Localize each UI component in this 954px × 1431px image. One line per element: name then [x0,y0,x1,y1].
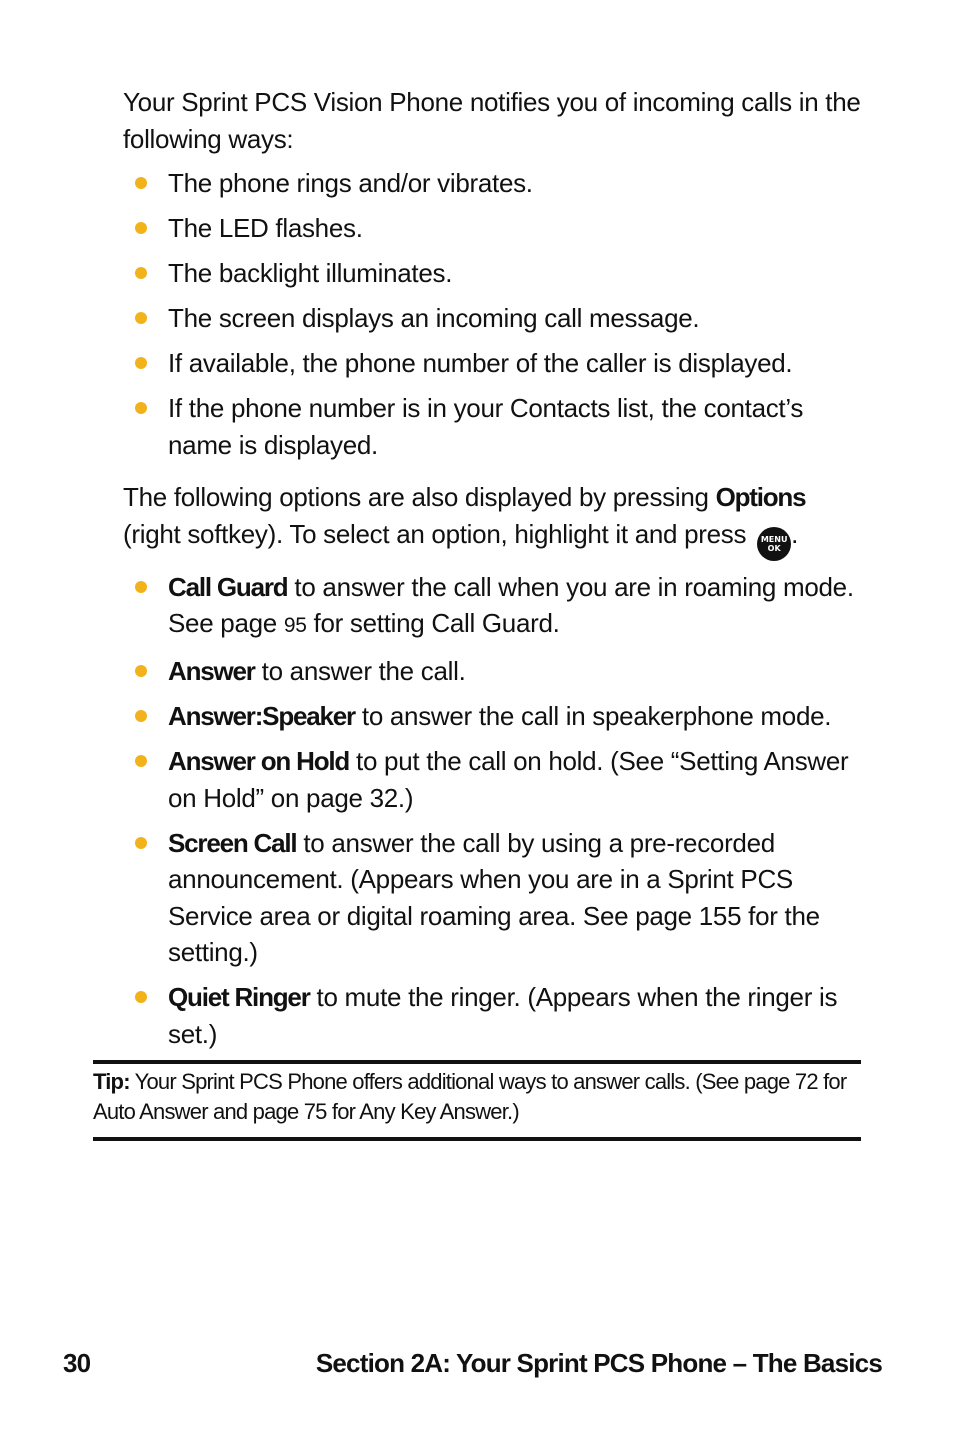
list-item-answer: Answer to answer the call. [123,653,863,690]
list-item-screen-call: Screen Call to answer the call by using a pre-recorded announcement. (Appears when you are in a Sprint PCS Service area or digital roaming area. See page 155 for the setting.) [123,825,863,971]
options-term: Options [715,482,806,512]
intro-paragraph: Your Sprint PCS Vision Phone notifies you of incoming calls in the following ways: [123,87,861,154]
tip-box [93,1060,861,1141]
list-item: The screen displays an incoming call message. [123,300,863,337]
list-item-answer-speaker: Answer:Speaker to answer the call in speakerphone mode. [123,698,863,735]
options-list [123,569,863,1053]
tip-label: Tip: [93,1069,130,1094]
list-item-quiet-ringer: Quiet Ringer to mute the ringer. (Appears when the ringer is set.) [123,979,863,1052]
list-item: If the phone number is in your Contacts list, the contact’s name is displayed. [123,390,863,463]
list-item: The LED flashes. [123,210,863,247]
list-item-answer-on-hold: Answer on Hold to put the call on hold. (See “Setting Answer on Hold” on page 32.) [123,743,863,816]
menu-ok-key-icon: MENU OK [757,527,791,561]
options-paragraph: The following options are also displayed by pressing Options (right softkey). To select an option, highlight it and press MENU OK . [123,479,863,561]
section-title: Section 2A: Your Sprint PCS Phone – The Basics [315,1348,882,1378]
list-item: The phone rings and/or vibrates. [123,165,863,202]
tip-text: Your Sprint PCS Phone offers additional ways to answer calls. (See page 72 for Auto Answer and page 75 for Any Key Answer.) [93,1069,847,1124]
list-item-call-guard: Call Guard to answer the call when you are in roaming mode. See page 95 for setting Call Guard. [123,569,863,645]
page-number: 30 [63,1348,91,1378]
main-content [123,84,863,1061]
list-item: If available, the phone number of the caller is displayed. [123,345,863,382]
list-item: The backlight illuminates. [123,255,863,292]
notification-list [123,165,863,463]
